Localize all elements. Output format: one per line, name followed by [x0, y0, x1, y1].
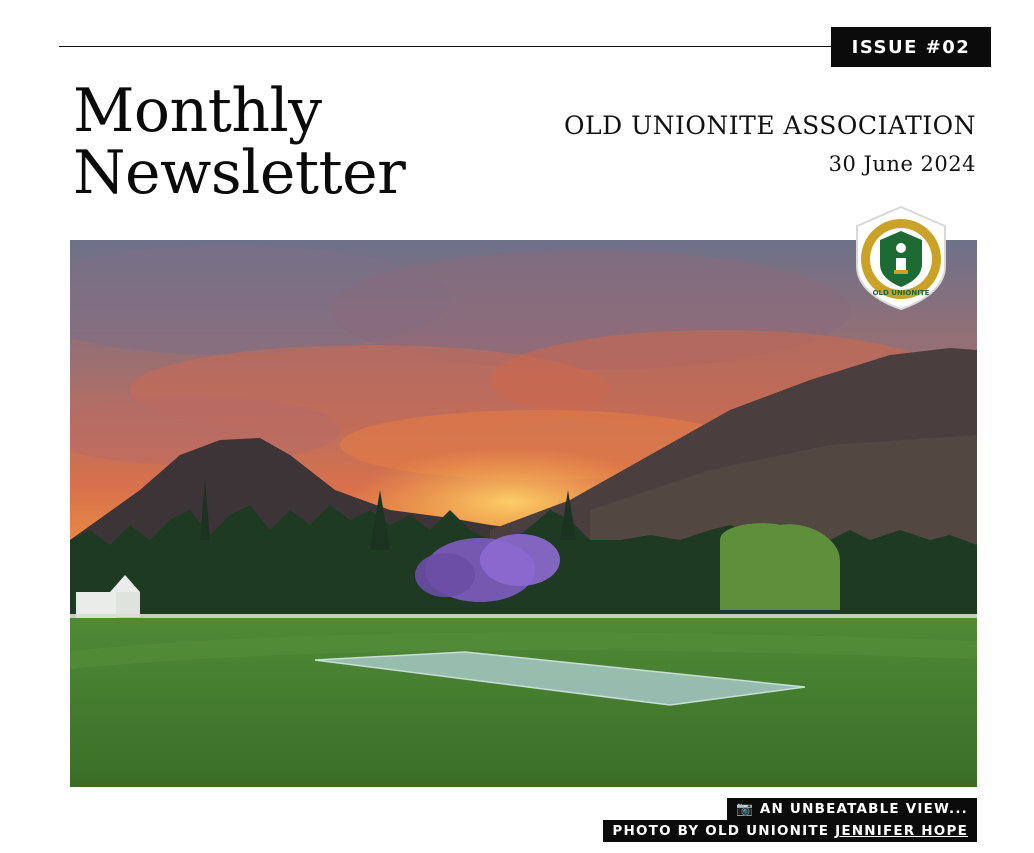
title-line-1: Monthly [73, 76, 322, 146]
newsletter-title [73, 76, 406, 208]
photo-credit [603, 820, 977, 842]
caption-text: AN UNBEATABLE VIEW... [759, 801, 968, 817]
credit-prefix: PHOTO BY OLD UNIONITE [612, 823, 836, 839]
crest-logo-icon [850, 204, 952, 312]
crest-name: OLD UNIONITE [872, 289, 930, 297]
photographer-link[interactable]: JENNIFER HOPE [835, 823, 968, 839]
title-line-2: Newsletter [73, 138, 406, 208]
top-divider [59, 46, 839, 47]
hero-photo [70, 240, 977, 787]
camera-icon: 📷 [735, 801, 754, 817]
association-crest [850, 204, 952, 312]
issue-date: 30 June 2024 [828, 152, 976, 176]
organization-name: OLD UNIONITE ASSOCIATION [564, 111, 976, 140]
sunset-landscape-image [70, 240, 977, 787]
issue-badge: ISSUE #02 [831, 27, 991, 67]
photo-caption [727, 798, 977, 820]
